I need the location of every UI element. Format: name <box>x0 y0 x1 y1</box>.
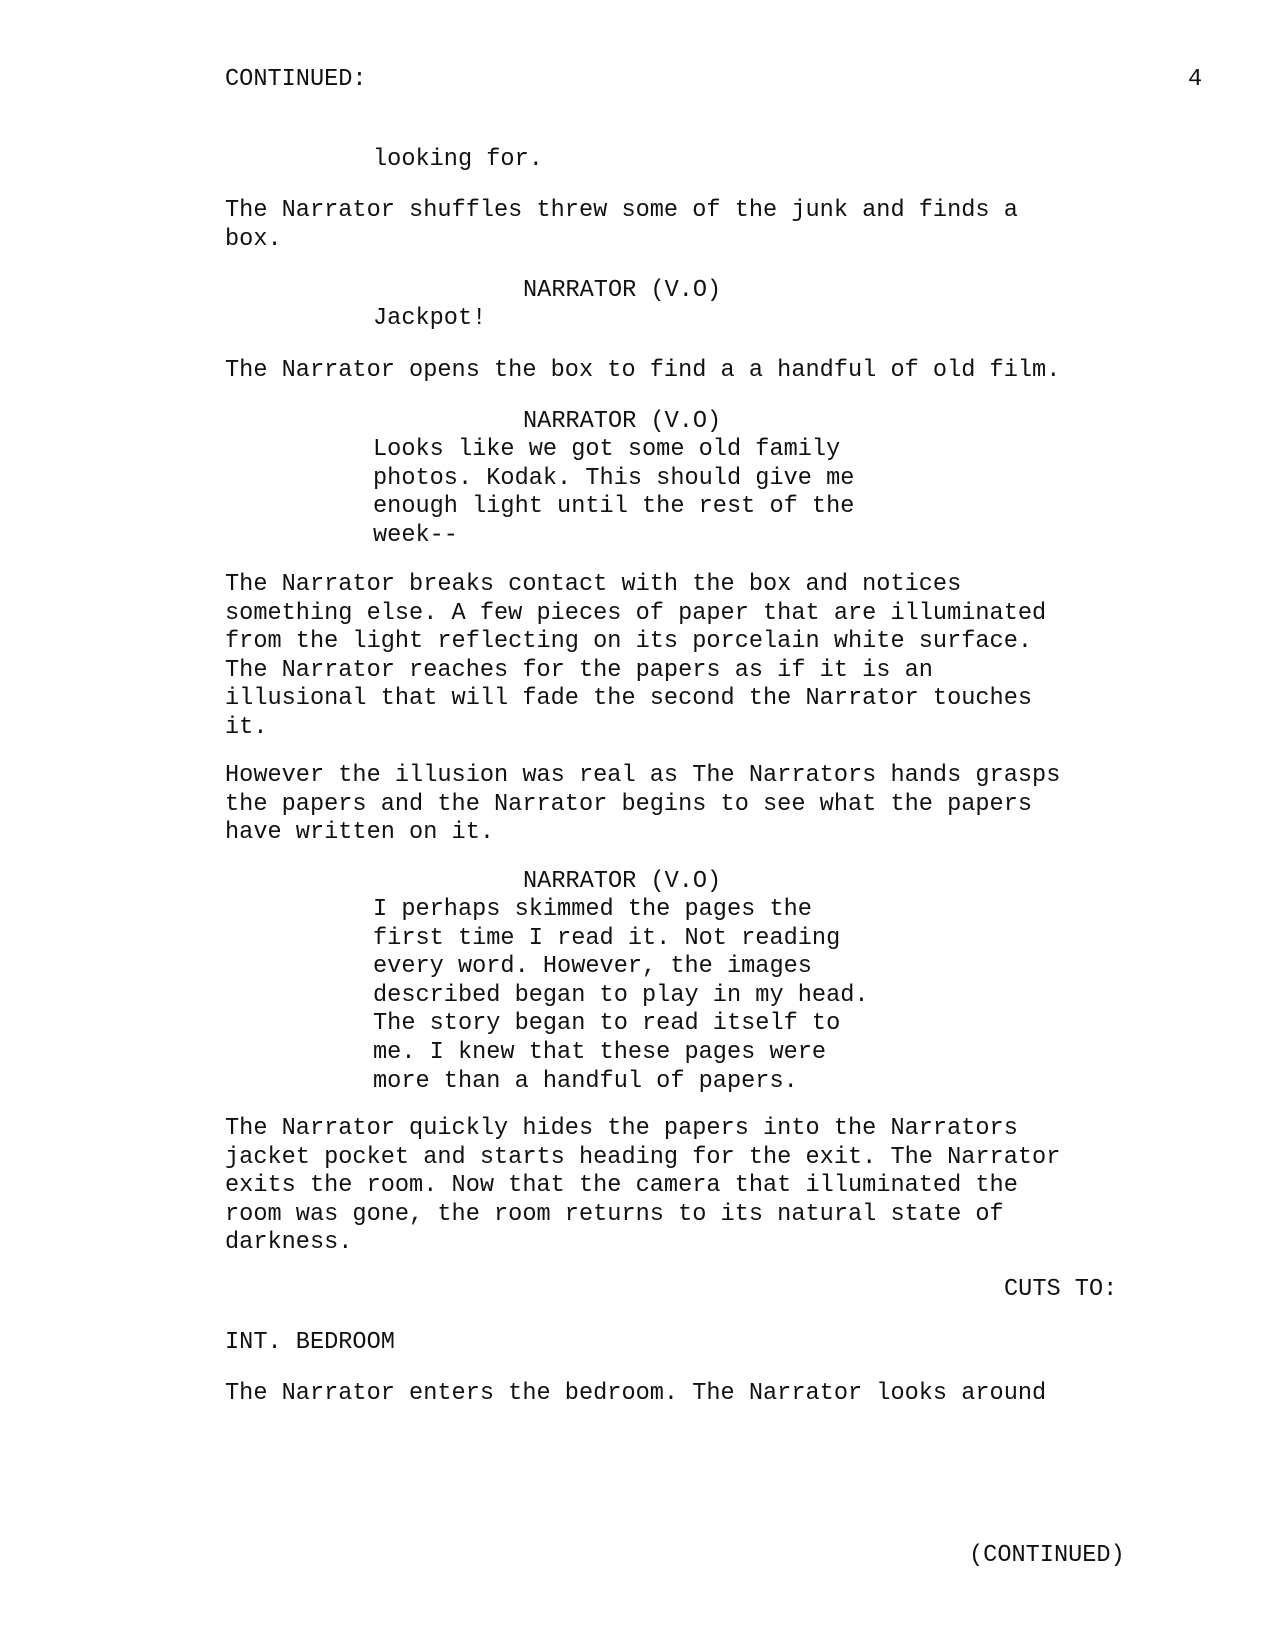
continued-footer: (CONTINUED) <box>969 1542 1125 1569</box>
character-name: NARRATOR (V.O) <box>523 408 722 435</box>
dialogue-continuation: looking for. <box>373 146 543 173</box>
scene-heading: INT. BEDROOM <box>225 1329 395 1356</box>
action-line: The Narrator enters the bedroom. The Narrator looks around <box>225 1380 1047 1407</box>
dialogue-line: Looks like we got some old family photos. Kodak. This should give me enough light until the rest of the week-- <box>373 436 855 549</box>
action-line: However the illusion was real as The Narrators hands grasps the papers and the Narrator begins to see what the papers have written on it. <box>225 762 1061 847</box>
action-line: The Narrator opens the box to find a a handful of old film. <box>225 357 1061 384</box>
page-number: 4 <box>1188 66 1203 93</box>
action-line: The Narrator quickly hides the papers into the Narrators jacket pocket and starts heading for the exit. The Narrator exits the room. Now that the camera that illuminated the room was gone, the room returns to its natural state of darkness. <box>225 1115 1061 1257</box>
action-line: The Narrator shuffles threw some of the junk and finds a box. <box>225 197 1018 253</box>
action-line: The Narrator breaks contact with the box and notices something else. A few pieces of paper that are illuminated from the light reflecting on its porcelain white surface. The Narrator reaches for the papers as if it is an illusional that will fade the second the Narrator touches it. <box>225 571 1047 741</box>
dialogue-line: Jackpot! <box>373 305 487 332</box>
dialogue-line: I perhaps skimmed the pages the first time I read it. Not reading every word. However, the images described began to play in my head. The story began to read itself to me. I knew that these pages were more than a handful of papers. <box>373 896 869 1095</box>
character-name: NARRATOR (V.O) <box>523 277 722 304</box>
transition: CUTS TO: <box>1004 1276 1118 1303</box>
character-name: NARRATOR (V.O) <box>523 868 722 895</box>
continued-header: CONTINUED: <box>225 66 367 93</box>
